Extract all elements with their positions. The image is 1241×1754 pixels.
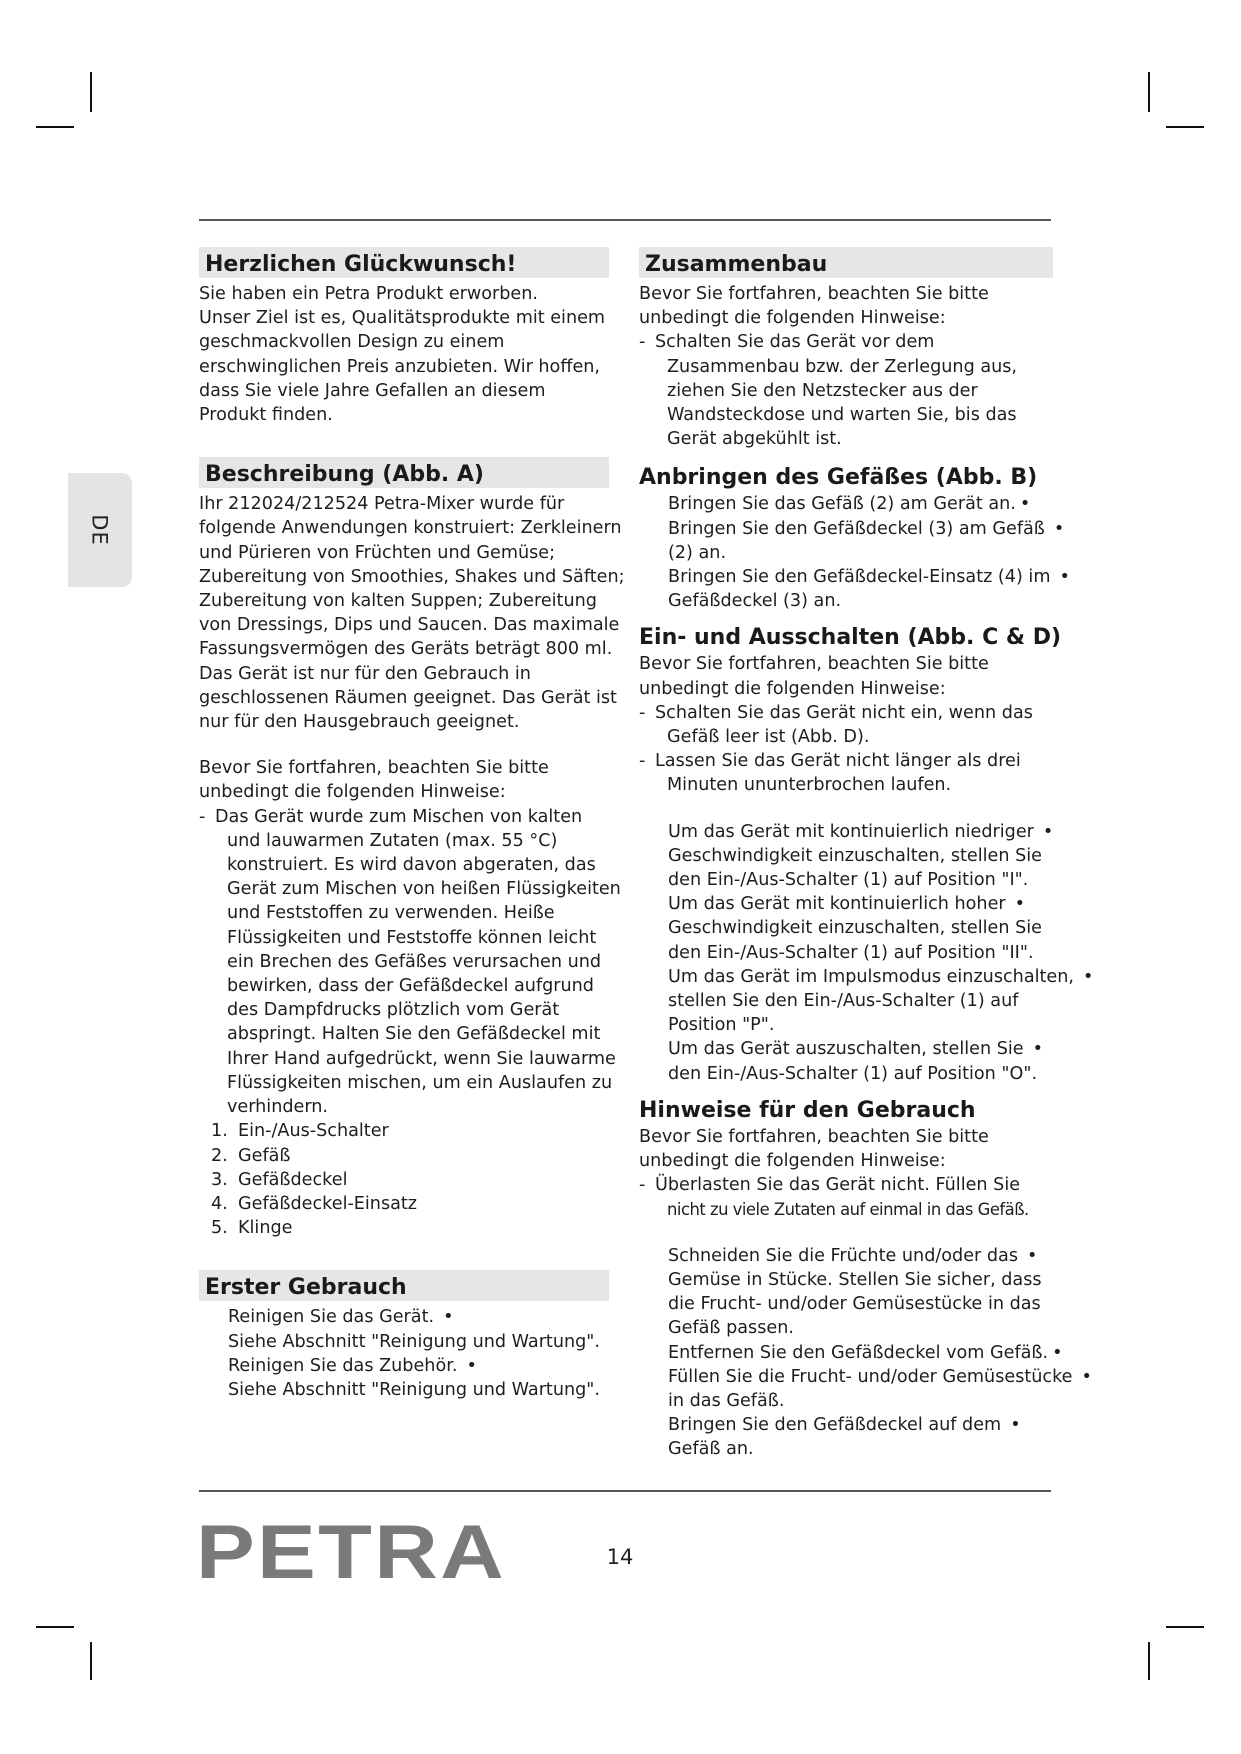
text-line: unbedingt die folgenden Hinweise: [199, 782, 506, 803]
warning-item: - Schalten Sie das Gerät vor dem Zusammenbau bzw. der Zerlegung aus, ziehen Sie den Netzstecker aus der Wandsteckdose und warten Sie, bis das Gerät abgekühlt ist. [639, 330, 1099, 451]
text-line: Flüssigkeiten und Feststoffe können leicht [227, 927, 597, 948]
section-title: Erster Gebrauch [199, 1270, 609, 1301]
text-line: Das Gerät ist nur für den Gebrauch in [199, 663, 531, 684]
text-line: Geschwindigkeit einzuschalten, stellen Sie [668, 845, 1042, 866]
text-line: Um das Gerät mit kontinuierlich hoher • [668, 892, 1099, 916]
crop-mark [1148, 72, 1150, 112]
text-line: Schneiden Sie die Früchte und/oder das • [668, 1244, 1099, 1268]
bullet-dot-icon: • [443, 1307, 454, 1328]
text-line: geschlossenen Räumen geeignet. Das Gerät ist [199, 687, 617, 708]
text-line: Flüssigkeiten mischen, um ein Auslaufen zu [227, 1072, 613, 1093]
text-line: unbedingt die folgenden Hinweise: [639, 1151, 946, 1172]
crop-mark [1166, 126, 1204, 128]
bullet-dot-icon: • [1010, 1415, 1021, 1436]
text-line: Produkt finden. [199, 405, 333, 426]
text-line: verhindern. [227, 1097, 329, 1118]
section-title: Zusammenbau [639, 247, 1053, 278]
petra-logo-graphic [196, 1512, 516, 1592]
text-line: Bringen Sie das Gefäß (2) am Gerät an. • [668, 492, 1099, 516]
parts-list-item: 5. Klinge [211, 1218, 293, 1239]
text-line: Reinigen Sie das Gerät. • [228, 1305, 631, 1329]
text-line: stellen Sie den Ein-/Aus-Schalter (1) auf [668, 991, 1019, 1012]
warning-item: - Überlasten Sie das Gerät nicht. Füllen Sie nicht zu viele Zutaten auf einmal in das Gefäß. [639, 1173, 1099, 1221]
petra-logo [196, 1512, 516, 1596]
text-line: unbedingt die folgenden Hinweise: [639, 308, 946, 329]
petra-logo-text: PETRA [196, 1512, 506, 1592]
parts-list-item: 2. Gefäß [211, 1145, 291, 1166]
text-line: unbedingt die folgenden Hinweise: [639, 678, 946, 699]
top-rule [199, 219, 1051, 221]
text-line: Bringen Sie den Gefäßdeckel-Einsatz (4) im • [668, 565, 1099, 589]
text-line: Überlasten Sie das Gerät nicht. Füllen Sie [655, 1175, 1021, 1196]
text-line: Geschwindigkeit einzuschalten, stellen Sie [668, 918, 1042, 939]
bottom-rule [199, 1490, 1051, 1492]
bullet-dot-icon: • [1082, 966, 1094, 987]
text-line: Bevor Sie fortfahren, beachten Sie bitte [639, 1126, 989, 1147]
section-description [199, 457, 631, 1240]
text-line: erschwinglichen Preis anzubieten. Wir hoffen, [199, 356, 601, 377]
bullet-dot-icon: • [466, 1355, 477, 1376]
text-line: Bevor Sie fortfahren, beachten Sie bitte [639, 284, 989, 304]
text-line: Bringen Sie den Gefäßdeckel auf dem • [668, 1413, 1099, 1437]
text-line: Gefäßdeckel (3) an. [668, 591, 842, 612]
text-line: ein Brechen des Gefäßes verursachen und [227, 951, 602, 972]
text-line: Entfernen Sie den Gefäßdeckel vom Gefäß. • [668, 1341, 1099, 1365]
crop-mark [36, 1626, 74, 1628]
text-line: Zusammenbau bzw. der Zerlegung aus, [667, 356, 1018, 377]
bullet-dot-icon: • [1081, 1366, 1092, 1387]
warning-item: - Schalten Sie das Gerät nicht ein, wenn das Gefäß leer ist (Abb. D). [639, 701, 1099, 749]
bullet-dot-icon: • [1042, 821, 1054, 842]
section-on-off [639, 625, 1099, 1085]
warning-item: - Das Gerät wurde zum Mischen von kalten und lauwarmen Zutaten (max. 55 °C) konstruiert. Es wird davon abgeraten, das Gerät zum Mischen von heißen Flüssigkeiten und Feststoffen zu verwenden. Heiße Flüssigkeiten und Feststoffe können leicht ein Brechen des Gefäßes verursachen und bewirken, dass der Gefäßdeckel aufgrund des Dampfdrucks plötzlich vom Gerät abspringt. Halten Sie den Gefäßdeckel mit Ihrer Hand aufgedrückt, wenn Sie lauwarme Flüssigkeiten mischen, um ein Auslaufen zu verhindern. [199, 805, 631, 1120]
text-line: Unser Ziel ist es, Qualitätsprodukte mit einem [199, 308, 606, 329]
left-column [199, 247, 631, 1424]
bullet-dot-icon: • [1052, 1342, 1063, 1363]
text-line: und lauwarmen Zutaten (max. 55 °C) [227, 830, 558, 851]
text-line: Siehe Abschnitt "Reinigung und Wartung". [228, 1331, 600, 1352]
text-line: folgende Anwendungen konstruiert: Zerkleinern [199, 518, 622, 539]
text-line: (2) an. [668, 542, 727, 563]
parts-list-item: 4. Gefäßdeckel-Einsatz [211, 1193, 418, 1214]
text-line: Zubereitung von kalten Suppen; Zubereitung [199, 591, 597, 612]
bullet-dot-icon: • [1019, 494, 1031, 515]
text-line: Wandsteckdose und warten Sie, bis das [667, 405, 1017, 426]
text-line: Reinigen Sie das Zubehör. • [228, 1354, 631, 1378]
text-line: bewirken, dass der Gefäßdeckel aufgrund [227, 976, 594, 997]
text-line: den Ein-/Aus-Schalter (1) auf Position "II". [668, 942, 1034, 963]
text-line: Gefäß passen. [668, 1318, 794, 1339]
section-title: Beschreibung (Abb. A) [199, 457, 609, 488]
section-congrats [199, 247, 631, 427]
text-line: Sie haben ein Petra Produkt erworben. [199, 284, 538, 304]
text-line: Bevor Sie fortfahren, beachten Sie bitte [639, 654, 989, 675]
text-line: Um das Gerät auszuschalten, stellen Sie • [668, 1037, 1099, 1061]
text-line: Ihrer Hand aufgedrückt, wenn Sie lauwarme [227, 1048, 616, 1069]
text-line: Position "P". [668, 1015, 775, 1036]
text-line: Minuten ununterbrochen laufen. [667, 775, 952, 796]
section-first-use [199, 1270, 631, 1402]
text-line: Das Gerät wurde zum Mischen von kalten [215, 806, 583, 827]
text-line: Bringen Sie den Gefäßdeckel (3) am Gefäß • [668, 517, 1099, 541]
text-line: Gerät zum Mischen von heißen Flüssigkeiten [227, 879, 621, 900]
bullet-dot-icon: • [1027, 1245, 1038, 1266]
bullet-dot-icon: • [1053, 518, 1065, 539]
text-line: Gefäß leer ist (Abb. D). [667, 727, 870, 748]
text-line: die Frucht- und/oder Gemüsestücke in das [668, 1294, 1041, 1315]
right-column [639, 247, 1099, 1484]
language-tab [68, 473, 132, 587]
text-line: von Dressings, Dips und Saucen. Das maximale [199, 615, 620, 636]
crop-mark [90, 72, 92, 112]
text-line: und Feststoffen zu verwenden. Heiße [227, 903, 555, 924]
bullet-dot-icon: • [1032, 1039, 1043, 1060]
section-attach [639, 465, 1099, 613]
text-line: Lassen Sie das Gerät nicht länger als drei [655, 751, 1021, 772]
text-line: den Ein-/Aus-Schalter (1) auf Position "O". [668, 1063, 1038, 1084]
bullet-dot-icon: • [1059, 567, 1070, 588]
crop-mark [36, 126, 74, 128]
warning-item: - Lassen Sie das Gerät nicht länger als drei Minuten ununterbrochen laufen. [639, 749, 1099, 797]
section-title: Hinweise für den Gebrauch [639, 1097, 976, 1123]
text-line: Fassungsvermögen des Geräts beträgt 800 ml. [199, 639, 613, 660]
text-line: des Dampfdrucks plötzlich vom Gerät [227, 1000, 560, 1021]
parts-list-item: 3. Gefäßdeckel [211, 1169, 348, 1190]
text-line: dass Sie viele Jahre Gefallen an diesem [199, 380, 546, 401]
crop-mark [90, 1642, 92, 1680]
text-line: Füllen Sie die Frucht- und/oder Gemüsestücke • [668, 1365, 1099, 1389]
crop-mark [1148, 1642, 1150, 1680]
bullet-dot-icon: • [1014, 894, 1026, 915]
text-line: Bevor Sie fortfahren, beachten Sie bitte [199, 758, 549, 779]
text-line: in das Gefäß. [668, 1390, 785, 1411]
text-line: ziehen Sie den Netzstecker aus der [667, 380, 978, 401]
text-line: konstruiert. Es wird davon abgeraten, das [227, 855, 596, 876]
text-line: Schalten Sie das Gerät vor dem [655, 332, 935, 353]
text-line: nicht zu viele Zutaten auf einmal in das Gefäß. [667, 1199, 1029, 1219]
text-line: Schalten Sie das Gerät nicht ein, wenn das [655, 702, 1033, 723]
section-usage [639, 1098, 1099, 1462]
text-line: Um das Gerät im Impulsmodus einzuschalten, • [668, 965, 1099, 989]
text-line: Gemüse in Stücke. Stellen Sie sicher, dass [668, 1269, 1042, 1290]
text-line: Gefäß an. [668, 1439, 754, 1460]
crop-mark [1166, 1626, 1204, 1628]
text-line: den Ein-/Aus-Schalter (1) auf Position "I". [668, 870, 1029, 891]
language-tab-label: DE [87, 514, 112, 546]
text-line: und Pürieren von Früchten und Gemüse; [199, 542, 556, 563]
text-line: Siehe Abschnitt "Reinigung und Wartung". [228, 1379, 600, 1400]
text-line: geschmackvollen Design zu einem [199, 332, 505, 353]
text-line: abspringt. Halten Sie den Gefäßdeckel mit [227, 1024, 601, 1045]
text-line: nur für den Hausgebrauch geeignet. [199, 712, 520, 733]
text-line: Gerät abgekühlt ist. [667, 429, 842, 450]
parts-list-item: 1. Ein-/Aus-Schalter [211, 1121, 389, 1142]
text-line: Ihr 212024/212524 Petra-Mixer wurde für [199, 494, 565, 515]
section-title: Anbringen des Gefäßes (Abb. B) [639, 465, 1038, 491]
section-title: Ein- und Ausschalten (Abb. C & D) [639, 625, 1062, 651]
section-assembly [639, 247, 1099, 451]
page-number: 14 [606, 1545, 634, 1569]
text-line: Zubereitung von Smoothies, Shakes und Säften; [199, 566, 625, 587]
text-line: Um das Gerät mit kontinuierlich niedriger • [668, 820, 1099, 844]
section-title: Herzlichen Glückwunsch! [199, 247, 609, 278]
